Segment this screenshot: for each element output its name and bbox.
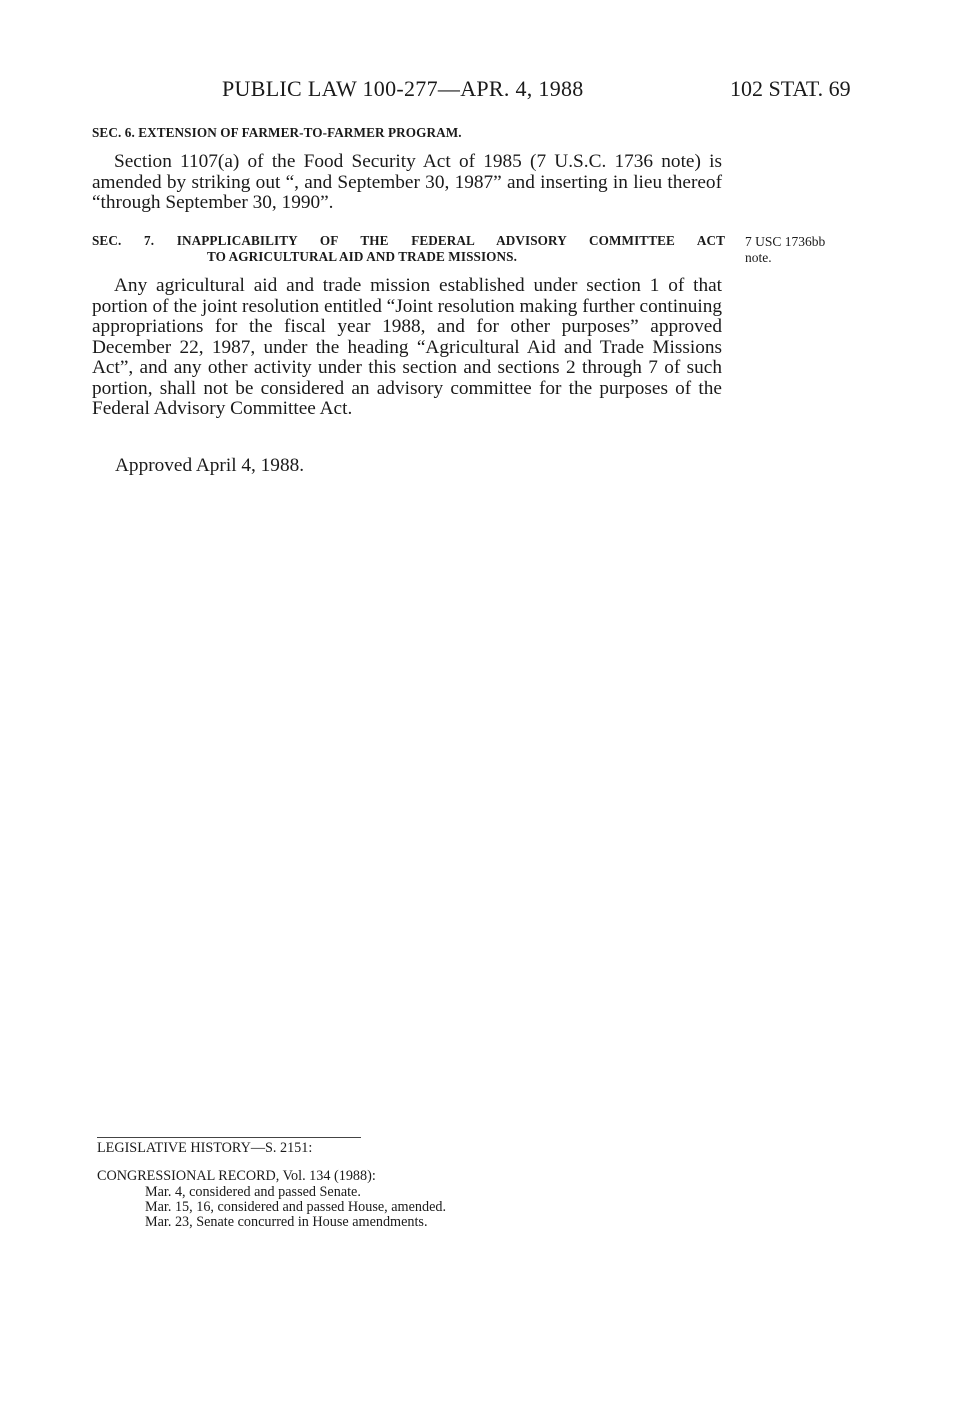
- approval-date: Approved April 4, 1988.: [115, 455, 305, 476]
- section-6-heading: SEC. 6. EXTENSION OF FARMER-TO-FARMER PROGRAM.: [92, 125, 462, 140]
- margin-note-suffix: note.: [745, 249, 772, 265]
- page-header-stat: 102 STAT. 69: [730, 76, 851, 101]
- section-7-heading: [92, 233, 725, 265]
- congressional-record-entries: [145, 1185, 446, 1230]
- record-entry: Mar. 23, Senate concurred in House amendments.: [145, 1214, 428, 1230]
- section-7-heading-line-1: SEC. 7. INAPPLICABILITY OF THE FEDERAL ADVISORY COMMITTEE ACT: [92, 233, 725, 248]
- record-entry: Mar. 4, considered and passed Senate.: [145, 1184, 361, 1200]
- footnote-divider: [97, 1137, 361, 1138]
- page-header-title: PUBLIC LAW 100-277—APR. 4, 1988: [222, 76, 584, 101]
- margin-note-citation: 7 USC 1736bb: [745, 234, 826, 249]
- section-7-heading-line-2: TO AGRICULTURAL AID AND TRADE MISSIONS.: [207, 249, 517, 264]
- record-entry: Mar. 15, 16, considered and passed House, amended.: [145, 1199, 447, 1215]
- section-6-body: Section 1107(a) of the Food Security Act of 1985 (7 U.S.C. 1736 note) is amended by striking out “, and September 30, 1987” and inserting in lieu thereof “through September 30, 1990”.: [92, 151, 722, 213]
- margin-note: [745, 234, 865, 265]
- congressional-record-heading: CONGRESSIONAL RECORD, Vol. 134 (1988):: [97, 1168, 376, 1184]
- section-7-body: Any agricultural aid and trade mission established under section 1 of that portion of the joint resolution entitled “Joint resolution making further continuing appropriations for the fiscal year 1988, and for other purposes” approved December 22, 1987, under the heading “Agricultural Aid and Trade Missions Act”, and any other activity under this section and sections 2 through 7 of such portion, shall not be considered an advisory committee for the purposes of the Federal Advisory Committee Act.: [92, 275, 722, 419]
- legislative-history-heading: LEGISLATIVE HISTORY—S. 2151:: [97, 1140, 313, 1156]
